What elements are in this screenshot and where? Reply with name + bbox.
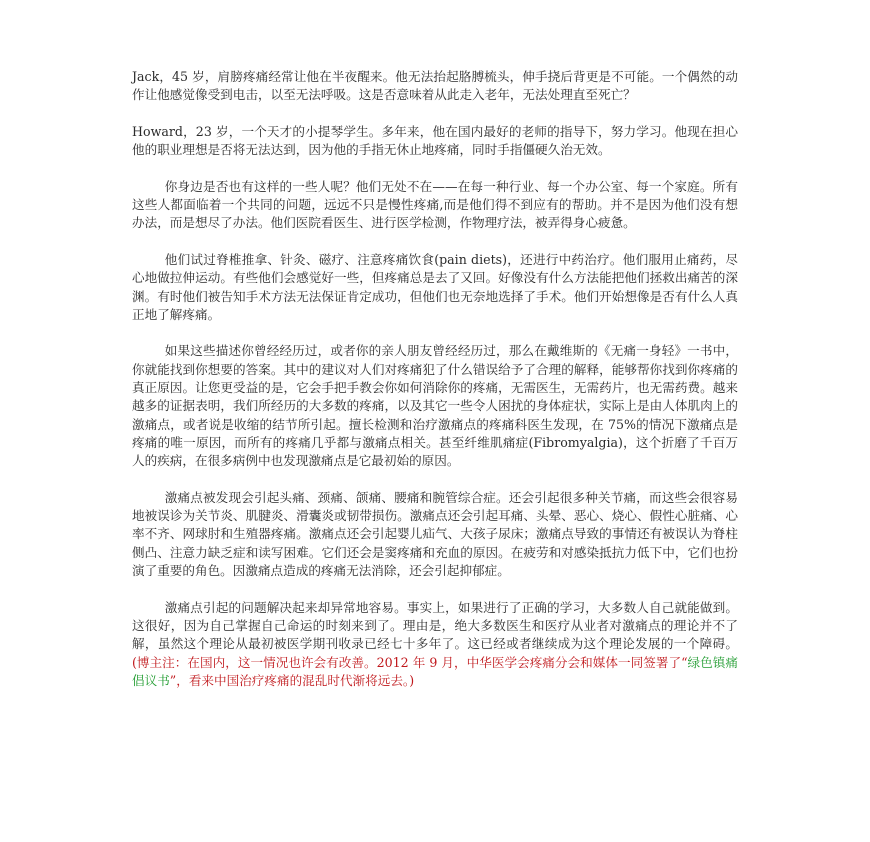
paragraph-solution-text: 激痛点引起的问题解决起来却异常地容易。事实上，如果进行了正确的学习，大多数人自己就能做到。这很好，因为自己掌握自己命运的时刻来到了。理由是，绝大多数医生和医疗从业者对激痛点的理论并不了解，虽然这个理论从最初被医学期刊收录已经七十多年了。这已经或者继续成为这个理论发展的一个障碍。 (132, 599, 738, 652)
paragraph-symptoms: 激痛点被发现会引起头痛、颈痛、颌痛、腰痛和腕管综合症。还会引起很多种关节痛，而这些会很容易地被误诊为关节炎、肌腱炎、滑囊炎或韧带损伤。激痛点还会引起耳痛、头晕、恶心、烧心、假性心脏痛、心率不齐、网球肘和生殖器疼痛。激痛点还会引起婴儿疝气、大孩子尿床；激痛点导致的事情还有被误认为脊柱侧凸、注意力缺乏症和读写困难。它们还会是窦疼痛和充血的原因。在疲劳和对感染抵抗力低下中，它们也扮演了重要的角色。因激痛点造成的疼痛无法消除，还会引起抑郁症。 (132, 489, 738, 579)
document-page (132, 68, 738, 708)
paragraph-book: 如果这些描述你曾经经历过，或者你的亲人朋友曾经经历过，那么在戴维斯的《无痛一身轻》一书中，你就能找到你想要的答案。其中的建议对人们对疼痛犯了什么错误给予了合理的解释，能够帮你找到你疼痛的真正原因。让您更受益的是，它会手把手教会你如何消除你的疼痛，无需医生，无需药片，也无需药费。越来越多的证据表明，我们所经历的大多数的疼痛，以及其它一些令人困扰的身体症状，实际上是由人体肌肉上的激痛点，或者说是收缩的结节所引起。擅长检测和治疗激痛点的疼痛科医生发现，在 75%的情况下激痛点是疼痛的唯一原因，而所有的疼痛几乎都与激痛点相关。甚至纤维肌痛症(Fibromyalgia)，这个折磨了千百万人的疾病，在很多病例中也发现激痛点是它最初始的原因。 (132, 343, 738, 469)
paragraph-everywhere: 你身边是否也有这样的一些人呢？他们无处不在——在每一种行业、每一个办公室、每一个家庭。所有这些人都面临着一个共同的问题，远远不只是慢性疼痛,而是他们得不到应有的帮助。并不是因为他们没有想办法，而是想尽了办法。他们医院看医生、进行医学检测，作物理疗法，被弄得身心疲惫。 (132, 178, 738, 231)
blogger-note-part2: ”，看来中国治疗疼痛的混乱时代渐将远去。) (169, 672, 415, 688)
paragraph-jack: Jack，45 岁，肩膀疼痛经常让他在半夜醒来。他无法抬起胳膊梳头，伸手挠后背更是不可能。一个偶然的动作让他感觉像受到电击，以至无法呼吸。这是否意味着从此走入老年，无法处理直至死亡？ (132, 69, 738, 103)
paragraph-treatments: 他们试过脊椎推拿、针灸、磁疗、注意疼痛饮食(pain diets)，还进行中药治疗。他们服用止痛药，尽心地做拉伸运动。有些他们会感觉好一些，但疼痛总是去了又回。好像没有什么方法能把他们拯救出痛苦的深渊。有时他们被告知手术方法无法保证肯定成功，但他们也无奈地选择了手术。他们开始想像是否有什么人真正地了解疼痛。 (132, 251, 738, 322)
blogger-note (132, 655, 738, 688)
green-analgesia-initiative-link[interactable]: 绿色镇痛倡议书 (132, 654, 738, 688)
paragraph-howard: Howard，23 岁，一个天才的小提琴学生。多年来，他在国内最好的老师的指导下，努力学习。他现在担心他的职业理想是否将无法达到，因为他的手指无休止地疼痛，同时手指僵硬久治无效。 (132, 123, 738, 158)
blogger-note-part1: (博主注：在国内，这一情况也许会有改善。2012 年 9 月，中华医学会疼痛分会和媒体一同签署了“ (132, 654, 688, 670)
paragraph-solution (132, 599, 738, 690)
